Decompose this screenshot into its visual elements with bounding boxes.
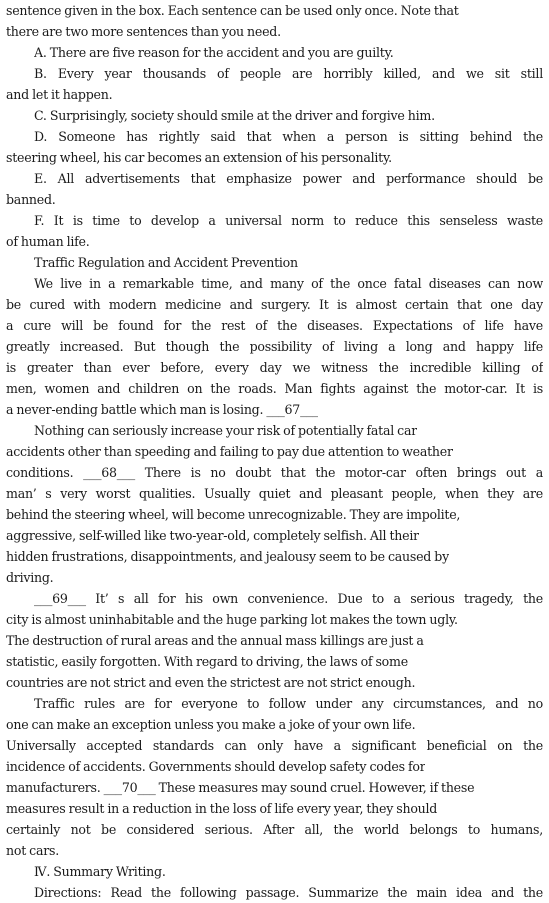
text-line: of human life. [6, 234, 90, 249]
text-line: is greater than ever before, every day we witness the incredible killing of [6, 360, 543, 375]
text-line: hidden frustrations, disappointments, and jealousy seem to be caused by [6, 549, 449, 564]
text-line: not cars. [6, 843, 59, 858]
text-line: banned. [6, 192, 56, 207]
text-line: driving. [6, 570, 54, 585]
text-line: C. Surprisingly, society should smile at the driver and forgive him. [34, 108, 435, 123]
text-line: steering wheel, his car becomes an extension of his personality. [6, 150, 392, 165]
text-line: men, women and children on the roads. Man fights against the motor-car. It is [6, 381, 543, 396]
text-line: a never-ending battle which man is losing. ___67___ [6, 402, 319, 417]
text-line: man’ s very worst qualities. Usually quiet and pleasant people, when they are [6, 486, 543, 501]
text-line: conditions. ___68___ There is no doubt that the motor-car often brings out a [6, 465, 543, 480]
text-line: We live in a remarkable time, and many of the once fatal diseases can now [34, 276, 543, 291]
text-line: one can make an exception unless you make a joke of your own life. [6, 717, 416, 732]
text-line: behind the steering wheel, will become unrecognizable. They are impolite, [6, 507, 461, 522]
text-line: certainly not be considered serious. After all, the world belongs to humans, [6, 822, 543, 837]
text-line: incidence of accidents. Governments should develop safety codes for [6, 759, 426, 774]
text-line: a cure will be found for the rest of the diseases. Expectations of life have [6, 318, 543, 333]
text-line: Universally accepted standards can only have a significant beneficial on the [6, 738, 543, 753]
text-line: sentence given in the box. Each sentence can be used only once. Note that [6, 3, 459, 18]
text-line: Directions: Read the following passage. Summarize the main idea and the [34, 885, 543, 900]
text-line: accidents other than speeding and failing to pay due attention to weather [6, 444, 453, 459]
text-line: The destruction of rural areas and the annual mass killings are just a [6, 633, 424, 648]
text-line: be cured with modern medicine and surgery. It is almost certain that one day [6, 297, 543, 312]
text-line: D. Someone has rightly said that when a person is sitting behind the [34, 129, 543, 144]
text-line: Traffic Regulation and Accident Prevention [34, 255, 298, 270]
text-line: A. There are five reason for the accident and you are guilty. [34, 45, 394, 60]
text-line: Traffic rules are for everyone to follow under any circumstances, and no [34, 696, 543, 711]
text-line: statistic, easily forgotten. With regard to driving, the laws of some [6, 654, 408, 669]
text-line: Ⅳ. Summary Writing. [34, 864, 166, 879]
text-line: city is almost uninhabitable and the huge parking lot makes the town ugly. [6, 612, 458, 627]
text-line: Nothing can seriously increase your risk of potentially fatal car [34, 423, 417, 438]
text-line: countries are not strict and even the strictest are not strict enough. [6, 675, 416, 690]
text-line: F. It is time to develop a universal norm to reduce this senseless waste [34, 213, 543, 228]
text-line: there are two more sentences than you need. [6, 24, 281, 39]
text-line: greatly increased. But though the possibility of living a long and happy life [6, 339, 543, 354]
text-line: B. Every year thousands of people are horribly killed, and we sit still [34, 66, 543, 81]
text-line: manufacturers. ___70___ These measures may sound cruel. However, if these [6, 780, 475, 795]
text-line: and let it happen. [6, 87, 113, 102]
text-line: E. All advertisements that emphasize power and performance should be [34, 171, 543, 186]
text-line: measures result in a reduction in the loss of life every year, they should [6, 801, 438, 816]
text-line: ___69___ It’ s all for his own convenience. Due to a serious tragedy, the [34, 591, 543, 606]
text-line: aggressive, self-willed like two-year-old, completely selfish. All their [6, 528, 419, 543]
